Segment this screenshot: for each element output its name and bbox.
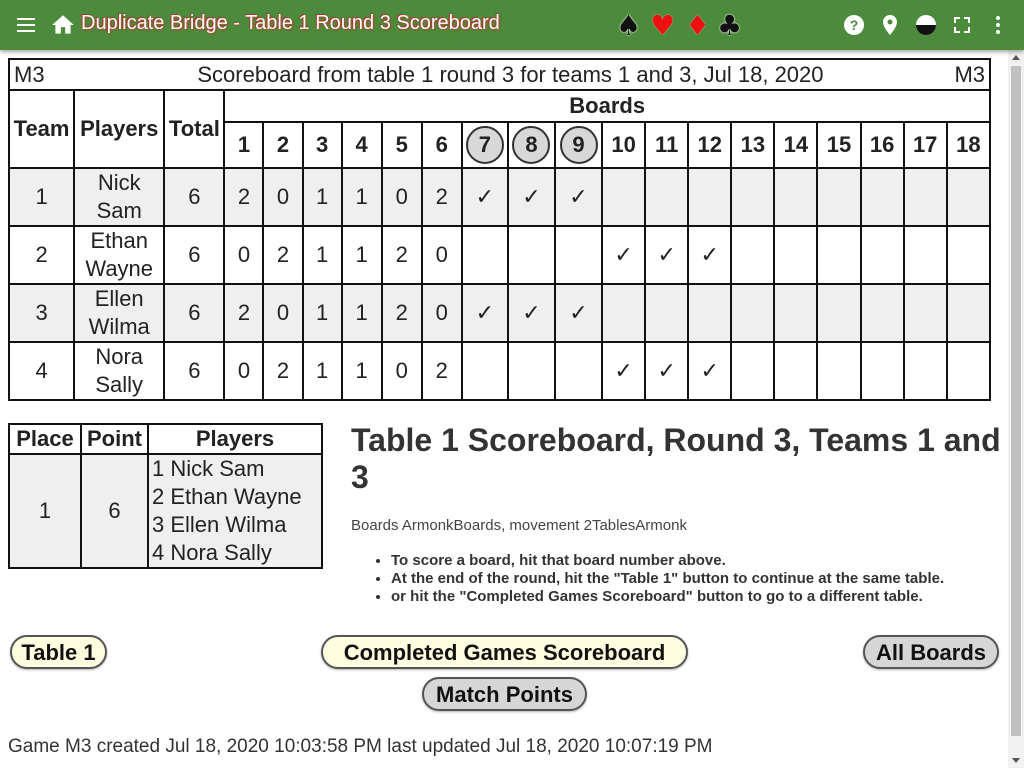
board-score-cell: 0 (382, 168, 422, 226)
board-score-cell: 2 (422, 168, 462, 226)
board-score-cell (904, 342, 947, 400)
board-score-cell (774, 284, 817, 342)
board-9-button[interactable]: 9 (560, 126, 598, 164)
board-score-cell (947, 168, 990, 226)
board-score-cell: 2 (263, 226, 302, 284)
spade-icon: ♠ (616, 9, 642, 42)
team-row (9, 342, 990, 400)
menu-icon[interactable] (14, 14, 38, 36)
board-score-cell: ✓ (462, 168, 508, 226)
player-name: Ellen (94, 286, 144, 311)
place-value: 1 (9, 454, 81, 568)
board-score-cell: 0 (263, 284, 302, 342)
board-score-cell (817, 342, 860, 400)
all-boards-button[interactable]: All Boards (863, 635, 999, 669)
player-entry: 4 Nora Sally (152, 540, 272, 565)
team-row (9, 226, 990, 284)
board-1-header[interactable]: 1 (224, 122, 263, 168)
board-14-header[interactable]: 14 (774, 122, 817, 168)
board-score-cell (904, 168, 947, 226)
board-score-cell: 2 (382, 226, 422, 284)
board-score-cell (904, 284, 947, 342)
board-score-cell (817, 168, 860, 226)
game-label-right: M3 (947, 59, 990, 90)
board-score-cell (947, 342, 990, 400)
team-players (74, 226, 164, 284)
player-name: Sam (96, 198, 142, 223)
board-score-cell: 2 (224, 284, 263, 342)
board-score-cell (555, 226, 602, 284)
instructions-list (371, 552, 944, 606)
players-header: Players (148, 424, 322, 454)
board-score-cell (462, 226, 508, 284)
scoreboard-heading: Table 1 Scoreboard, Round 3, Teams 1 and 3 (351, 422, 1001, 495)
heart-icon: ♥ (650, 9, 676, 42)
board-score-cell (731, 226, 774, 284)
player-name: Sally (95, 372, 144, 397)
board-9-header[interactable] (555, 122, 602, 168)
table-1-button[interactable]: Table 1 (10, 635, 107, 669)
board-score-cell: ✓ (555, 168, 602, 226)
boards-movement-text: Boards ArmonkBoards, movement 2TablesArmonk (351, 517, 687, 534)
team-number: 4 (9, 342, 74, 400)
team-row (9, 168, 990, 226)
board-score-cell: 1 (303, 284, 342, 342)
board-score-cell: 1 (342, 168, 382, 226)
board-score-cell (688, 168, 731, 226)
team-total: 6 (164, 226, 224, 284)
team-players (74, 168, 164, 226)
board-10-header[interactable]: 10 (602, 122, 645, 168)
player-name: Ethan (90, 228, 148, 253)
home-icon[interactable] (50, 12, 76, 38)
board-score-cell: ✓ (555, 284, 602, 342)
board-score-cell (774, 168, 817, 226)
board-score-cell: 1 (303, 342, 342, 400)
app-bar (0, 0, 1024, 50)
board-score-cell: 0 (263, 168, 302, 226)
board-17-header[interactable]: 17 (904, 122, 947, 168)
board-score-cell (904, 226, 947, 284)
board-score-cell: 2 (224, 168, 263, 226)
team-number: 1 (9, 168, 74, 226)
player-entry: 3 Ellen Wilma (152, 512, 287, 537)
players-header: Players (74, 90, 164, 168)
board-13-header[interactable]: 13 (731, 122, 774, 168)
instruction-item: • To score a board, hit that board number above. (391, 552, 944, 570)
team-players (74, 342, 164, 400)
places-table (8, 423, 323, 569)
board-score-cell (731, 168, 774, 226)
board-11-header[interactable]: 11 (645, 122, 688, 168)
place-header: Place (9, 424, 81, 454)
board-score-cell (645, 284, 688, 342)
board-4-header[interactable]: 4 (342, 122, 382, 168)
board-score-cell (774, 226, 817, 284)
scroll-down-icon[interactable] (1012, 758, 1020, 763)
instruction-item: • At the end of the round, hit the "Table 1" button to continue at the same table. (391, 570, 944, 588)
game-footer: Game M3 created Jul 18, 2020 10:03:58 PM last updated Jul 18, 2020 10:07:19 PM (8, 736, 713, 757)
boards-header: Boards (224, 90, 990, 122)
scrollbar-thumb[interactable] (1011, 66, 1021, 736)
diamond-icon: ♦ (685, 9, 711, 42)
board-score-cell: ✓ (688, 226, 731, 284)
help-icon[interactable] (842, 13, 866, 37)
board-score-cell (861, 342, 904, 400)
team-players (74, 284, 164, 342)
board-score-cell: ✓ (508, 284, 555, 342)
board-score-cell: 2 (263, 342, 302, 400)
board-7-header[interactable] (462, 122, 508, 168)
board-score-cell (817, 226, 860, 284)
board-score-cell: 0 (422, 284, 462, 342)
scoreboard-table (8, 58, 991, 401)
match-points-button[interactable]: Match Points (422, 677, 587, 711)
scroll-up-icon[interactable] (1012, 55, 1020, 60)
board-12-header[interactable]: 12 (688, 122, 731, 168)
players-list (148, 454, 322, 568)
board-score-cell: 2 (422, 342, 462, 400)
board-score-cell (645, 168, 688, 226)
board-score-cell: 1 (342, 342, 382, 400)
board-score-cell (731, 284, 774, 342)
board-score-cell: 0 (382, 342, 422, 400)
fullscreen-icon[interactable] (950, 13, 974, 37)
team-total: 6 (164, 168, 224, 226)
location-icon[interactable] (878, 13, 902, 37)
board-score-cell (817, 284, 860, 342)
board-score-cell (602, 284, 645, 342)
player-name: Wilma (88, 314, 150, 339)
board-score-cell (688, 284, 731, 342)
board-score-cell (602, 168, 645, 226)
svg-text:?: ? (849, 17, 859, 33)
board-18-header[interactable]: 18 (947, 122, 990, 168)
board-score-cell: 0 (422, 226, 462, 284)
board-score-cell: 1 (342, 226, 382, 284)
board-score-cell (508, 342, 555, 400)
player-name: Wayne (85, 256, 154, 281)
board-7-button[interactable]: 7 (466, 126, 504, 164)
board-6-header[interactable]: 6 (422, 122, 462, 168)
scoreboard-caption: Scoreboard from table 1 round 3 for teams 1 and 3, Jul 18, 2020 (74, 59, 947, 90)
board-score-cell (555, 342, 602, 400)
player-entry: 2 Ethan Wayne (152, 484, 302, 509)
board-score-cell (947, 226, 990, 284)
board-score-cell (731, 342, 774, 400)
completed-games-scoreboard-button[interactable]: Completed Games Scoreboard (321, 635, 688, 669)
board-score-cell: 1 (342, 284, 382, 342)
team-number: 3 (9, 284, 74, 342)
board-score-cell: 1 (303, 226, 342, 284)
board-3-header[interactable]: 3 (303, 122, 342, 168)
vertical-scrollbar[interactable] (1008, 50, 1024, 768)
board-5-header[interactable]: 5 (382, 122, 422, 168)
total-header: Total (164, 90, 224, 168)
board-score-cell (508, 226, 555, 284)
team-total: 6 (164, 342, 224, 400)
board-score-cell: 0 (224, 226, 263, 284)
page-title: Duplicate Bridge - Table 1 Round 3 Scoreboard (81, 12, 500, 34)
board-score-cell: 1 (303, 168, 342, 226)
board-score-cell (861, 226, 904, 284)
team-number: 2 (9, 226, 74, 284)
board-score-cell: ✓ (602, 342, 645, 400)
board-score-cell (947, 284, 990, 342)
more-vert-icon[interactable] (986, 13, 1010, 37)
board-8-button[interactable]: 8 (512, 126, 550, 164)
board-8-header[interactable] (508, 122, 555, 168)
board-2-header[interactable]: 2 (263, 122, 302, 168)
board-score-cell: ✓ (645, 342, 688, 400)
instruction-item: • or hit the "Completed Games Scoreboard" button to go to a different table. (391, 588, 944, 606)
club-icon: ♣ (717, 9, 743, 42)
board-score-cell: ✓ (462, 284, 508, 342)
board-score-cell: ✓ (602, 226, 645, 284)
board-score-cell: 0 (224, 342, 263, 400)
board-score-cell (462, 342, 508, 400)
board-score-cell: ✓ (688, 342, 731, 400)
point-header: Point (81, 424, 148, 454)
board-score-cell: 2 (382, 284, 422, 342)
player-name: Nora (95, 344, 144, 369)
board-15-header[interactable]: 15 (817, 122, 860, 168)
theme-toggle-icon[interactable] (914, 13, 938, 37)
game-label-left: M3 (9, 59, 74, 90)
board-16-header[interactable]: 16 (861, 122, 904, 168)
player-entry: 1 Nick Sam (152, 456, 265, 481)
player-name: Nick (97, 170, 141, 195)
board-score-cell: ✓ (645, 226, 688, 284)
point-value: 6 (81, 454, 148, 568)
board-score-cell (861, 168, 904, 226)
board-score-cell: ✓ (508, 168, 555, 226)
board-score-cell (774, 342, 817, 400)
team-total: 6 (164, 284, 224, 342)
team-row (9, 284, 990, 342)
team-header: Team (9, 90, 74, 168)
board-score-cell (861, 284, 904, 342)
